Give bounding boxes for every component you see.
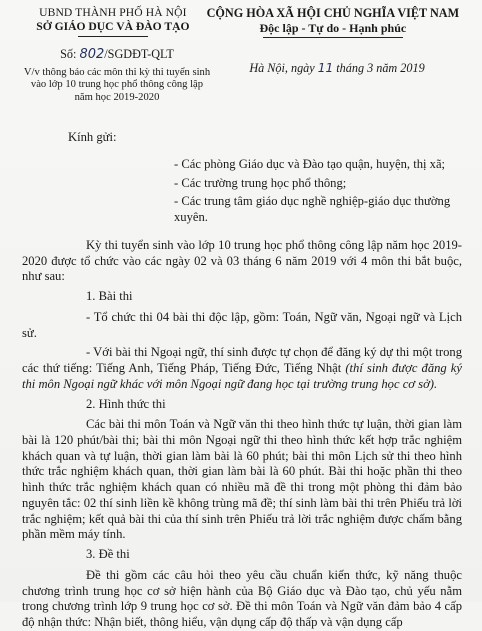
section-3-title: 3. Đề thi xyxy=(86,547,130,562)
date-day-handwritten: 11 xyxy=(317,61,334,76)
doc-number-suffix: /SGDĐT-QLT xyxy=(104,47,174,62)
recipient-item: - Các trường trung học phổ thông; xyxy=(174,175,347,190)
intro-paragraph: Kỳ thi tuyển sinh vào lớp 10 trung học phổ thông công lập năm học 2019-2020 được tổ chức vào các ngày 02 và 03 tháng 6 năm 2019 với 4 môn thi bắt buộc, như sau: xyxy=(22,237,462,284)
letterhead xyxy=(22,6,462,38)
document-date xyxy=(212,61,462,105)
section-1-item-1: - Tổ chức thi 04 bài thi độc lập, gồm: Toán, Ngữ văn, Ngoại ngữ và Lịch sử. xyxy=(22,309,462,340)
agency-underline xyxy=(78,36,148,37)
motto-underline xyxy=(263,37,403,38)
section-2-title: 2. Hình thức thi xyxy=(86,396,166,411)
date-suffix: tháng 3 năm 2019 xyxy=(336,61,425,76)
national-motto: Độc lập - Tự do - Hạnh phúc xyxy=(259,21,407,36)
section-1-item-2-text: - Với bài thi Ngoại ngữ, thí sinh được tự chọn để đăng ký dự thi một trong các thứ tiếng: Tiếng Anh, Tiếng Pháp, Tiếng Đức, Tiếng Nhật xyxy=(22,345,462,376)
recipients-label: Kính gửi: xyxy=(68,130,117,145)
national-heading xyxy=(204,6,462,38)
recipients-list xyxy=(174,157,462,226)
section-1-item-2-note: (thí sinh được đăng ký thi môn Ngoại ngữ khác với môn Ngoại ngữ đang học tại trường trung học cơ sở). xyxy=(22,361,462,391)
doc-number-prefix: Số: xyxy=(60,47,77,62)
doc-number-handwritten: 802 xyxy=(79,47,105,63)
document-number xyxy=(22,47,212,63)
agency-main-line: SỞ GIÁO DỤC VÀ ĐÀO TẠO xyxy=(36,20,190,34)
recipient-item: - Các trung tâm giáo dục nghề nghiệp-giáo dục thường xuyên. xyxy=(174,194,451,225)
recipient-item: - Các phòng Giáo dục và Đào tạo quận, huyện, thị xã; xyxy=(174,157,446,171)
doc-meta-row xyxy=(22,47,462,105)
issuing-agency xyxy=(22,6,204,38)
nation-title: CỘNG HÒA XÃ HỘI CHỦ NGHĨA VIỆT NAM xyxy=(206,6,460,20)
section-3-paragraph: Đề thi gồm các câu hỏi theo yêu cầu chuẩn kiến thức, kỹ năng thuộc chương trình trung học cơ sở hiện hành của Bộ Giáo dục và Đào tạo, chủ yếu nằm trong chương trình lớp 9 trung học cơ sở. Đề thi môn Toán và Ngữ văn đảm bảo 4 cấp độ nhận thức: Nhận biết, thông hiểu, vận dụng cấp độ thấp và vận dụng cấp xyxy=(22,567,462,630)
section-2-paragraph: Các bài thi môn Toán và Ngữ văn thi theo hình thức tự luận, thời gian làm bài là 120 phút/bài thi; bài thi môn Ngoại ngữ thi theo hình thức kết hợp trắc nghiệm khách quan và tự luận, thời gian làm bài là 60 phút; bài thi môn Lịch sử thi theo hình thức trắc nghiệm khách quan, thời gian làm bài là 60 phút. Bài thi hoặc phần thi theo hình thức trắc nghiệm khách quan có nhiều mã đề thi trong một phòng thi đảm bảo nguyên tắc: 02 thí sinh liền kề không trùng mã đề; thí sinh làm bài thi trên Phiếu trả lời trắc nghiệm; kết quả bài thi của thí sinh trên Phiếu trả lời trắc nghiệm được chấm bằng phần mềm máy tính. xyxy=(22,417,462,542)
doc-left-meta xyxy=(22,47,212,105)
date-prefix: Hà Nội, ngày xyxy=(249,61,315,76)
agency-top-line: UBND THÀNH PHỐ HÀ NỘI xyxy=(39,6,187,19)
section-1-title: 1. Bài thi xyxy=(86,289,133,304)
document-subject: V/v thông báo các môn thi kỳ thi tuyển sinh vào lớp 10 trung học phổ thông công lập năm học 2019-2020 xyxy=(23,66,211,104)
section-1-item-2 xyxy=(22,345,462,392)
